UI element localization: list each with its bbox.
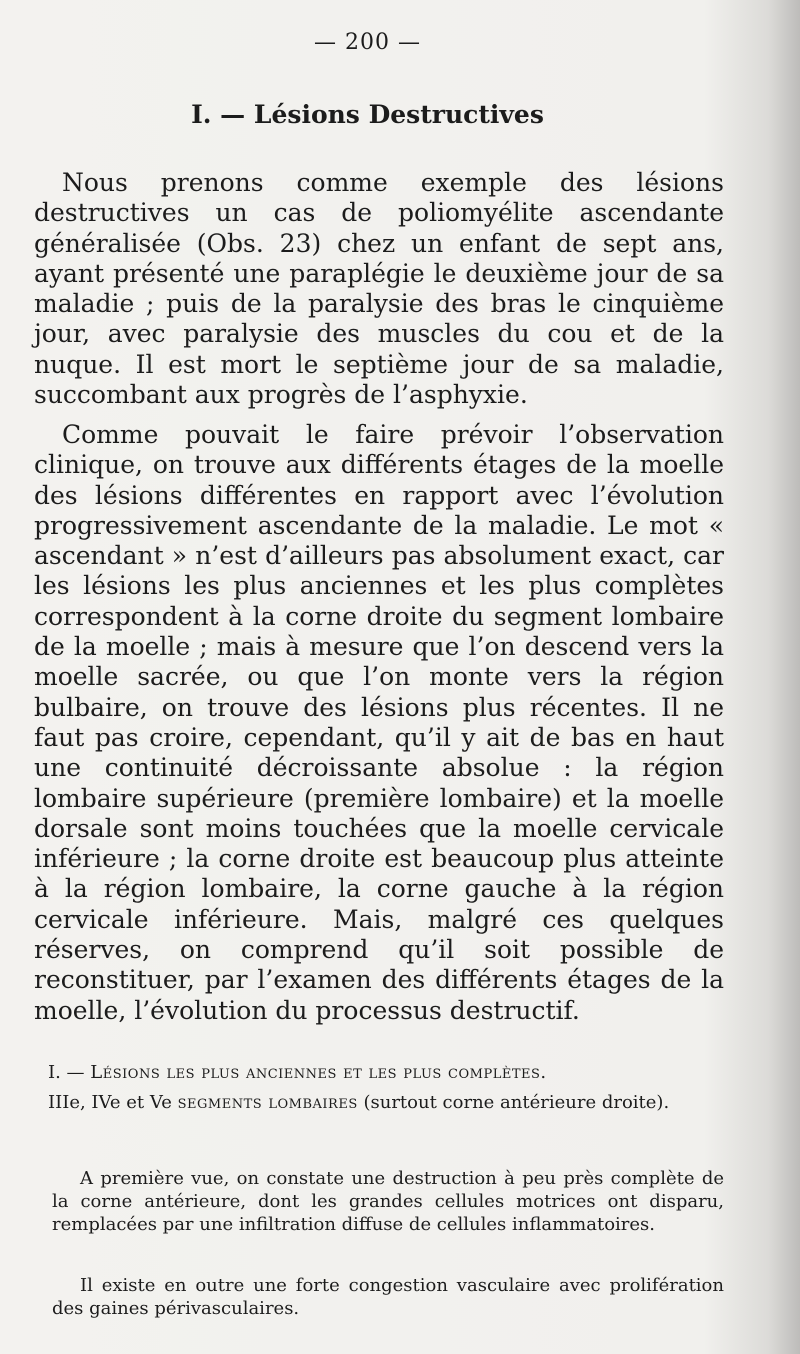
paragraph-intro: Nous prenons comme exemple des lésions destructives un cas de poliomyélite ascendante généralisée (Obs. 23) chez un enfant de sept ans, ayant présenté une paraplégie le deuxième jour de sa maladie ; puis de la paralysie des bras le cinquième jour, avec paralysie des muscles du cou et de la nuque. Il est mort le septième jour de sa maladie, succombant aux progrès de l’asphyxie. [34,168,724,410]
paragraph-destruction: A première vue, on constate une destruction à peu près complète de la corne antérieure, dont les grandes cellules motrices ont disparu, remplacées par une infiltration diffuse de cellules inflammatoires. [52,1168,724,1235]
subsection-title: Lésions les plus anciennes et les plus complètes. [90,1062,547,1083]
paragraph-clinical: Comme pouvait le faire prévoir l’observation clinique, on trouve aux différents étages de la moelle des lésions différentes en rapport avec l’évolution progressivement ascendante de la maladie. Le mot « ascendant » n’est d’ailleurs pas absolument exact, car les lésions les plus anciennes et les plus complètes correspondent à la corne droite du segment lombaire de la moelle ; mais à mesure que l’on descend vers la moelle sacrée, ou que l’on monte vers la région bulbaire, on trouve des lésions plus récentes. Il ne faut pas croire, cependant, qu’il y ait de bas en haut une continuité décroissante absolue : la région lombaire supérieure (première lombaire) et la moelle dorsale sont moins touchées que la moelle cervicale inférieure ; la corne droite est beaucoup plus atteinte à la région lombaire, la corne gauche à la région cervicale inférieure. Mais, malgré ces quelques réserves, on comprend qu’il soit possible de reconstituer, par l’examen des différents étages de la moelle, l’évolution du processus destructif. [34,420,724,1025]
subsection-note: (surtout corne antérieure droite). [363,1092,670,1113]
subsection-segments: IIIe, IVe et Ve [48,1092,172,1113]
page-number: — 200 — [314,30,421,55]
subsection-heading [48,1058,724,1118]
section-title: I. — Lésions Destructives [191,100,544,129]
subsection-segment-label: segments lombaires [177,1092,358,1113]
subsection-number: I. — [48,1062,85,1083]
paragraph-congestion: Il existe en outre une forte congestion vasculaire avec prolifération des gaines périvasculaires. [52,1275,724,1319]
